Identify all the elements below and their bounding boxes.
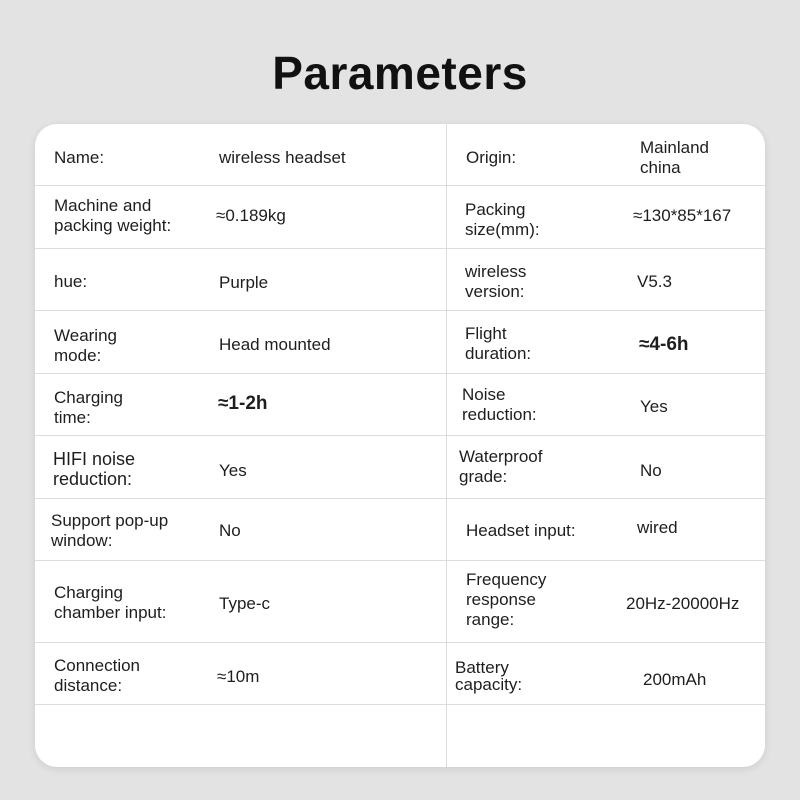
param-label: wireless version: [465,262,527,301]
param-label: Origin: [466,148,517,167]
param-label: HIFI noise reduction: [53,449,136,489]
param-label: Name: [54,148,105,167]
row-divider [35,185,765,186]
param-label: Battery capacity: [455,658,523,694]
param-value: ≈0.189kg [216,206,286,225]
row-divider [35,373,765,374]
param-label: Flight duration: [465,324,532,363]
param-label: Connection distance: [54,656,141,695]
param-label: Charging chamber input: [54,583,167,622]
param-value: No [640,461,662,480]
param-value: 20Hz-20000Hz [626,594,740,613]
param-label: Packing size(mm): [465,200,540,239]
column-divider [446,124,447,767]
param-value: wireless headset [219,148,346,167]
param-label: Noise reduction: [462,385,537,424]
param-value: ≈4-6h [639,334,689,355]
param-label: Waterproof grade: [459,447,543,486]
row-divider [35,310,765,311]
param-label: Headset input: [466,521,576,540]
param-label: hue: [54,272,88,291]
param-label: Charging time: [54,388,123,427]
param-value: No [219,521,241,540]
row-divider [35,642,765,643]
param-label: Support pop-up window: [51,511,169,550]
row-divider [35,498,765,499]
page-title: Parameters [272,47,528,99]
row-divider [35,704,765,705]
param-value: ≈1-2h [218,393,268,414]
param-value: 200mAh [643,670,707,689]
param-value: Type-c [219,594,271,613]
param-value: Purple [219,273,269,292]
param-value: V5.3 [637,272,672,291]
param-value: Head mounted [219,335,331,354]
param-value: ≈10m [217,667,260,686]
param-label: Frequency response range: [466,570,547,629]
parameters-table [35,124,765,767]
row-divider [35,248,765,249]
param-value: Yes [640,397,668,416]
param-value: ≈130*85*167 [633,206,732,225]
param-value: Mainland china [640,138,709,177]
param-label: Wearing mode: [54,326,117,365]
param-label: Machine and packing weight: [54,196,172,235]
row-divider [35,560,765,561]
param-value: Yes [219,461,247,480]
row-divider [35,435,765,436]
param-value: wired [637,518,678,537]
